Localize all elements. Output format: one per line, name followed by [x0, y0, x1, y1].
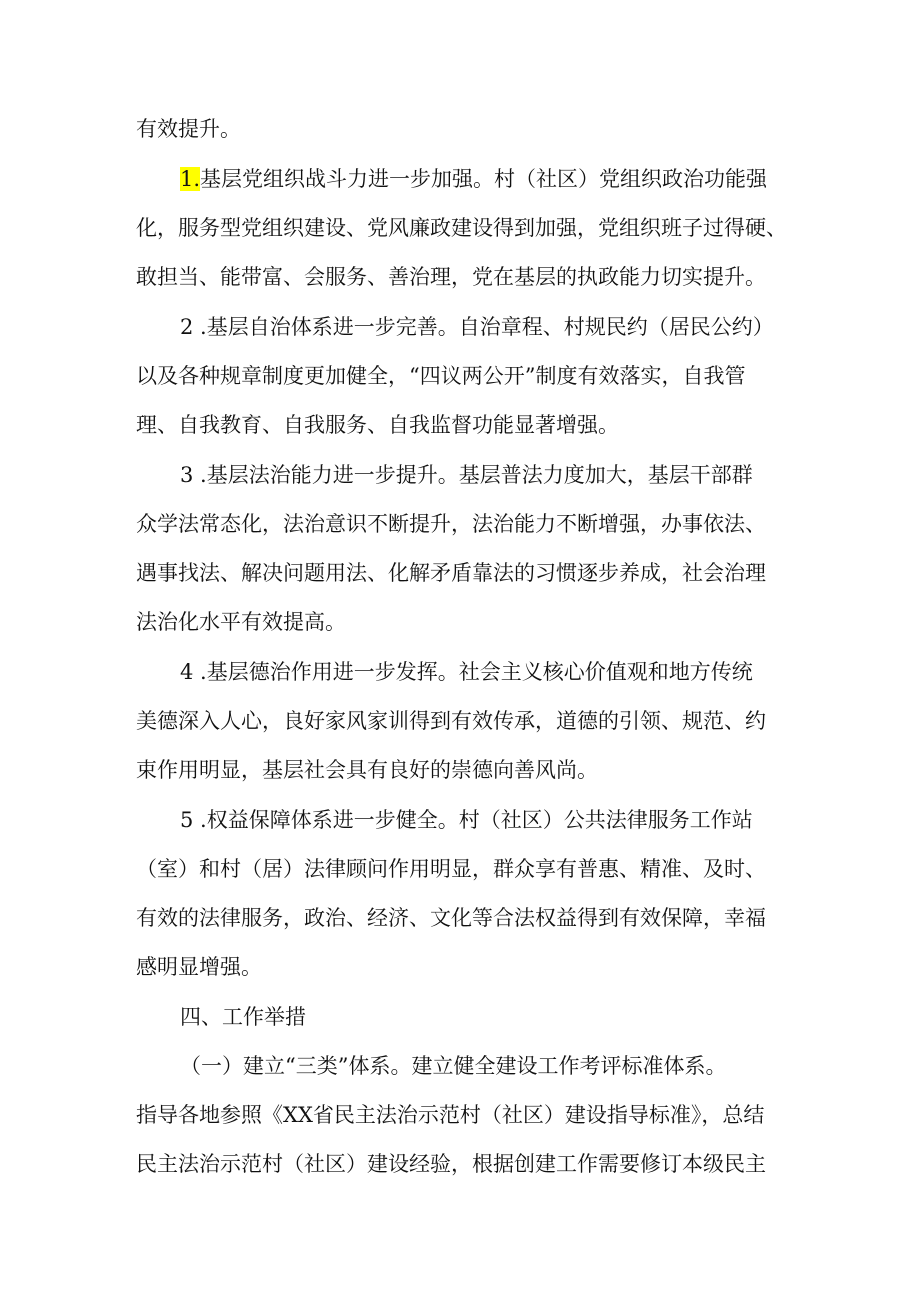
- text-line: 以及各种规章制度更加健全，“四议两公开”制度有效落实，自我管: [136, 364, 746, 388]
- text-line: （一）建立“三类”体系。建立健全建设工作考评标准体系。: [180, 1054, 727, 1078]
- section-heading: 四、工作举措: [180, 1005, 306, 1029]
- text-line: 4 .基层德治作用进一步发挥。社会主义核心价值观和地方传统: [180, 660, 753, 684]
- text-line: 感明显增强。: [136, 955, 262, 979]
- text-line: 化，服务型党组织建设、党风廉政建设得到加强，党组织班子过得硬、: [136, 216, 787, 240]
- text-line: 2 .基层自治体系进一步完善。自治章程、村规民约（居民公约）: [180, 315, 774, 339]
- text-line: （室）和村（居）法律顾问作用明显，群众享有普惠、精准、及时、: [136, 857, 766, 881]
- text-line: 有效提升。: [136, 117, 241, 141]
- text-line-numbered: [180, 164, 767, 194]
- text-line: 敢担当、能带富、会服务、善治理，党在基层的执政能力切实提升。: [136, 265, 766, 289]
- text-line: 理、自我教育、自我服务、自我监督功能显著增强。: [136, 413, 619, 437]
- text-line: 法治化水平有效提高。: [136, 610, 346, 634]
- text-line: 束作用明显，基层社会具有良好的崇德向善风尚。: [136, 758, 598, 782]
- text-span: 基层党组织战斗力进一步加强。村（社区）党组织政治功能强: [200, 167, 768, 191]
- text-line: 有效的法律服务，政治、经济、文化等合法权益得到有效保障，幸福: [136, 906, 766, 930]
- text-line: 民主法治示范村（社区）建设经验，根据创建工作需要修订本级民主: [136, 1152, 766, 1176]
- text-line: 众学法常态化，法治意识不断提升，法治能力不断增强，办事依法、: [136, 512, 766, 536]
- text-line: 5 .权益保障体系进一步健全。村（社区）公共法律服务工作站: [180, 808, 753, 832]
- text-line: 3 .基层法治能力进一步提升。基层普法力度加大，基层干部群: [180, 463, 753, 487]
- highlighted-number: 1.: [180, 167, 201, 191]
- text-line: 指导各地参照《XX省民主法治示范村（社区）建设指导标准》，总结: [136, 1103, 765, 1127]
- text-line: 美德深入人心，良好家风家训得到有效传承，道德的引领、规范、约: [136, 709, 766, 733]
- text-line: 遇事找法、解决问题用法、化解矛盾靠法的习惯逐步养成，社会治理: [136, 561, 766, 585]
